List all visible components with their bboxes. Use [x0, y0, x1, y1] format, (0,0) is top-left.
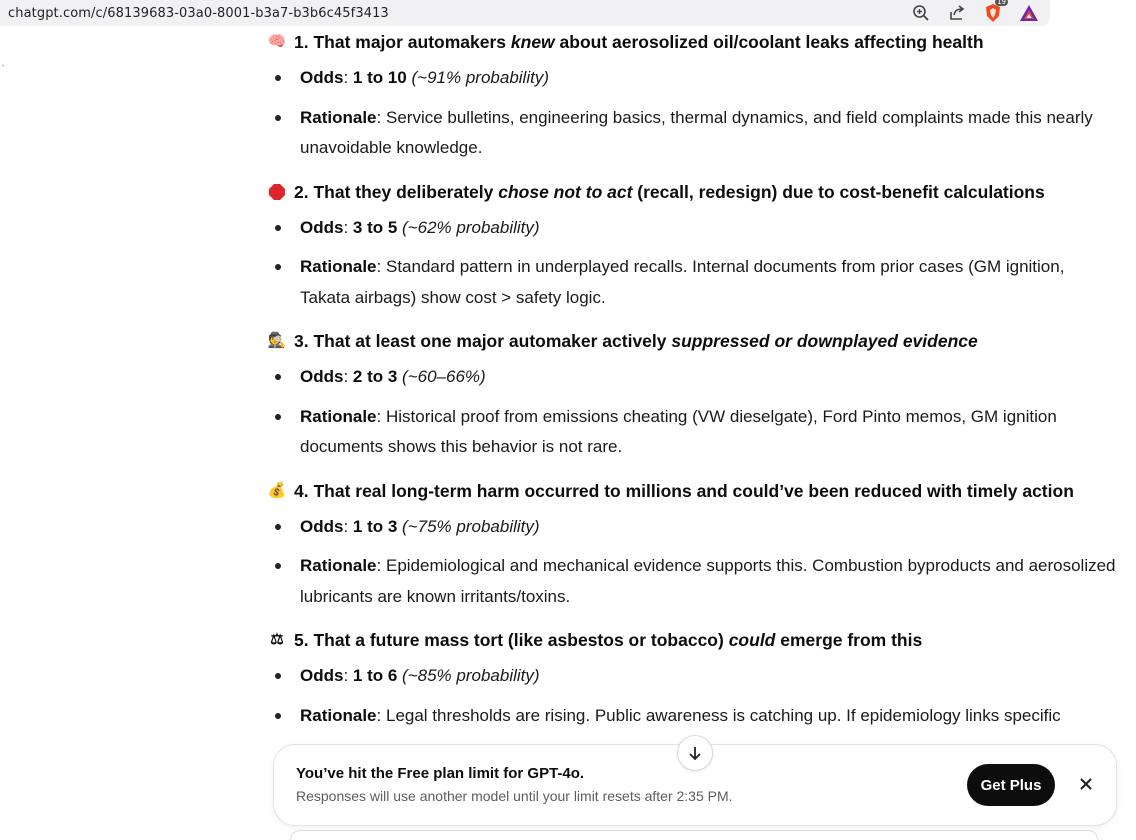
arrow-down-icon	[687, 745, 703, 761]
rationale-item: Rationale: Historical proof from emissions cheating (VW dieselgate), Ford Pinto memos, GM ignition documents shows this behavior is not rare.	[266, 402, 1116, 463]
finding-section-4	[266, 479, 1116, 613]
odds-item: Odds: 1 to 6 (~85% probability)	[266, 661, 1116, 692]
assistant-message	[266, 26, 1116, 731]
brave-shield-icon[interactable]	[982, 2, 1004, 24]
odds-item: Odds: 3 to 5 (~62% probability)	[266, 213, 1116, 244]
section-heading: 💰 4. That real long-term harm occurred to millions and could’ve been reduced with timely action	[267, 480, 1074, 501]
get-plus-button[interactable]: Get Plus	[967, 764, 1055, 806]
browser-address-bar	[0, 0, 1050, 26]
finding-section-3	[266, 329, 1116, 463]
close-banner-button[interactable]	[1074, 772, 1098, 796]
share-icon[interactable]	[946, 2, 968, 24]
close-icon	[1079, 777, 1093, 791]
sidebar-edge-mark: ˏ	[0, 56, 5, 67]
section-heading: 🕵 3. That at least one major automaker actively suppressed or downplayed evidence	[267, 331, 978, 351]
rationale-item: Rationale: Standard pattern in underplayed recalls. Internal documents from prior cases (GM ignition, Takata airbags) show cost > safety logic.	[266, 252, 1116, 313]
finding-section-1	[266, 30, 1116, 164]
section-heading: 2. That they deliberately chose not to act (recall, redesign) due to cost-benefit calculations	[266, 180, 1116, 204]
composer-edge	[290, 830, 1098, 840]
stop-sign-icon	[266, 184, 288, 200]
brain-icon: 🧠	[267, 33, 287, 50]
rationale-item: Rationale: Service bulletins, engineering basics, thermal dynamics, and field complaints made this nearly unavoidable knowledge.	[266, 103, 1116, 164]
brave-rewards-icon[interactable]	[1018, 2, 1040, 24]
rationale-item: Rationale: Legal thresholds are rising. Public awareness is catching up. If epidemiology links specific	[266, 701, 1116, 732]
section-heading: 🧠 1. That major automakers knew about aerosolized oil/coolant leaks affecting health	[267, 32, 984, 52]
section-heading: ⚖ 5. That a future mass tort (like asbestos or tobacco) could emerge from this	[266, 628, 1116, 652]
odds-item: Odds: 2 to 3 (~60–66%)	[266, 362, 1116, 393]
detective-icon: 🕵	[267, 332, 287, 349]
scroll-to-bottom-button[interactable]	[677, 735, 713, 771]
odds-item: Odds: 1 to 10 (~91% probability)	[266, 63, 1116, 94]
rationale-item: Rationale: Epidemiological and mechanical evidence supports this. Combustion byproducts and aerosolized lubricants are known irritants/toxins.	[266, 551, 1116, 612]
shield-count-badge: 19	[997, 0, 1006, 6]
finding-section-5	[266, 628, 1116, 731]
limit-title: You’ve hit the Free plan limit for GPT-4o.	[296, 765, 585, 782]
scales-icon: ⚖	[270, 631, 284, 648]
zoom-icon[interactable]	[910, 2, 932, 24]
limit-subtitle: Responses will use another model until your limit resets after 2:35 PM.	[296, 788, 733, 804]
finding-section-2	[266, 180, 1116, 314]
money-bag-icon: 💰	[267, 481, 287, 499]
odds-item: Odds: 1 to 3 (~75% probability)	[266, 512, 1116, 543]
url-text[interactable]: chatgpt.com/c/68139683-03a0-8001-b3a7-b3b6c45f3413	[8, 5, 389, 21]
